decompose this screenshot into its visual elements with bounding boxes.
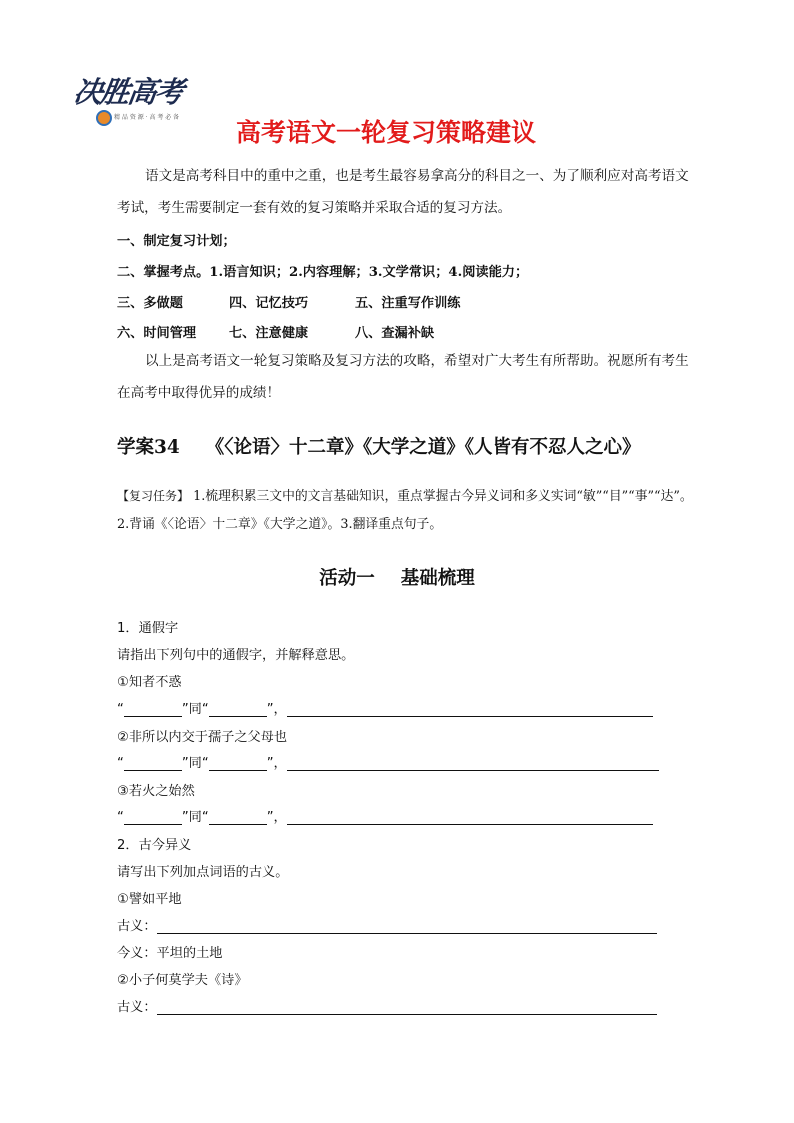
activity-title: 基础梳理 bbox=[400, 568, 475, 589]
case-number: 学案34 bbox=[117, 437, 180, 458]
sec1-answer-row-2 bbox=[117, 752, 659, 771]
blank-char-original[interactable] bbox=[209, 810, 267, 825]
strategy-3: 三、多做题 bbox=[117, 296, 183, 311]
case-heading bbox=[117, 433, 641, 459]
quote-close: ”， bbox=[266, 810, 287, 825]
sec2-answer-row-1 bbox=[117, 915, 657, 934]
sec1-answer-row-1 bbox=[117, 698, 653, 717]
sec1-item-1: ①知者不惑 bbox=[117, 675, 182, 690]
sec2-answer-row-2 bbox=[117, 996, 657, 1015]
review-task-text: 1.梳理积累三文中的文言基础知识，重点掌握古今异义词和多义实词“敏”“目”“事”“达”。2.背诵《〈论语〉十二章》《大学之道》。3.翻译重点句子。 bbox=[117, 489, 693, 532]
activity-heading bbox=[0, 564, 794, 590]
gu-label: 古义： bbox=[117, 1000, 157, 1015]
strategy-row-3 bbox=[117, 292, 461, 311]
blank-char-original[interactable] bbox=[209, 756, 267, 771]
sec2-item-2: ②小子何莫学夫《诗》 bbox=[117, 973, 248, 988]
strategy-4: 四、记忆技巧 bbox=[229, 296, 309, 311]
sec2-jin-meaning-1: 今义：平坦的土地 bbox=[117, 946, 223, 961]
review-task-tag: 【复习任务】 bbox=[117, 489, 190, 503]
logo-emblem-icon bbox=[96, 110, 112, 126]
blank-meaning[interactable] bbox=[287, 810, 653, 825]
sec2-item-1: ①譬如平地 bbox=[117, 892, 182, 907]
strategy-6: 六、时间管理 bbox=[117, 326, 197, 341]
blank-char-original[interactable] bbox=[209, 702, 267, 717]
sec2-heading: 2．古今异义 bbox=[117, 838, 192, 853]
activity-number: 活动一 bbox=[319, 568, 375, 589]
quote-close: ”， bbox=[266, 756, 287, 771]
strategy-row-4 bbox=[117, 322, 434, 341]
review-task bbox=[117, 482, 697, 539]
sec1-instruction: 请指出下列句中的通假字，并解释意思。 bbox=[117, 648, 355, 663]
logo-text: 决胜高考 bbox=[71, 75, 185, 109]
logo-subtitle: 精 品 资 源 · 高 考 必 备 bbox=[114, 114, 180, 121]
conclusion-paragraph: 以上是高考语文一轮复习策略及复习方法的攻略，希望对广大考生有所帮助。祝愿所有考生在高考中取得优异的成绩！ bbox=[117, 353, 689, 401]
strategy-7: 七、注意健康 bbox=[229, 326, 309, 341]
sec1-answer-row-3 bbox=[117, 806, 653, 825]
sec1-item-3: ③若火之始然 bbox=[117, 784, 195, 799]
quote-close: ”， bbox=[266, 702, 287, 717]
blank-meaning[interactable] bbox=[287, 702, 653, 717]
blank-gu-meaning[interactable] bbox=[157, 1000, 657, 1015]
logo bbox=[71, 66, 194, 140]
case-title: 《〈论语〉十二章》《大学之道》《人皆有不忍人之心》 bbox=[205, 437, 641, 458]
sec1-item-2: ②非所以内交于孺子之父母也 bbox=[117, 730, 288, 745]
quote-mid: ”同“ bbox=[181, 810, 209, 825]
strategy-8: 八、查漏补缺 bbox=[355, 326, 435, 341]
gu-label: 古义： bbox=[117, 919, 157, 934]
quote-open: “ bbox=[117, 810, 124, 825]
strategy-5: 五、注重写作训练 bbox=[355, 296, 461, 311]
strategy-2: 二、掌握考点。1.语言知识；2.内容理解；3.文学常识；4.阅读能力； bbox=[117, 265, 529, 280]
blank-char[interactable] bbox=[124, 756, 182, 771]
sec2-instruction: 请写出下列加点词语的古义。 bbox=[117, 865, 289, 880]
blank-char[interactable] bbox=[124, 702, 182, 717]
strategy-1: 一、制定复习计划； bbox=[117, 234, 236, 249]
blank-char[interactable] bbox=[124, 810, 182, 825]
quote-open: “ bbox=[117, 756, 124, 771]
page-title: 高考语文一轮复习策略建议 bbox=[236, 118, 537, 147]
quote-mid: ”同“ bbox=[181, 702, 209, 717]
blank-gu-meaning[interactable] bbox=[157, 919, 657, 934]
quote-open: “ bbox=[117, 702, 124, 717]
intro-paragraph: 语文是高考科目中的重中之重，也是考生最容易拿高分的科目之一、为了顺利应对高考语文考试，考生需要制定一套有效的复习策略并采取合适的复习方法。 bbox=[117, 168, 689, 216]
blank-meaning[interactable] bbox=[287, 756, 659, 771]
sec1-heading: 1．通假字 bbox=[117, 621, 179, 636]
quote-mid: ”同“ bbox=[181, 756, 209, 771]
